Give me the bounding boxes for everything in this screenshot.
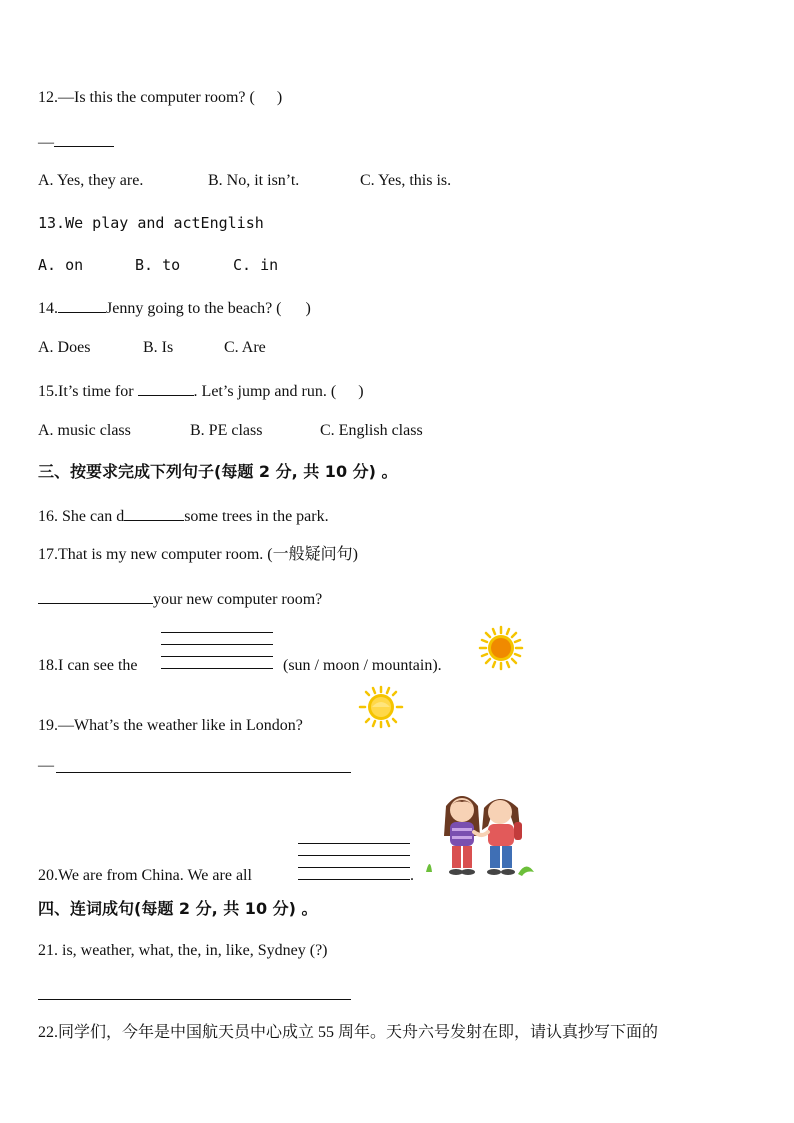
q12-close-paren: ) [276, 89, 283, 106]
q13-option-a[interactable]: A. on [38, 256, 84, 274]
q15-stem-b: . Let’s jump and run. ( [193, 383, 337, 400]
q20-writing-line-4[interactable] [298, 879, 410, 880]
q15-question [38, 379, 364, 402]
q14-option-b[interactable]: B. Is [143, 339, 174, 356]
q19-answer-blank[interactable] [56, 772, 351, 773]
q16-stem-a: 16. She can d [38, 508, 125, 525]
section-3-title: 三、按要求完成下列句子(每题 2 分, 共 10 分) 。 [38, 462, 398, 481]
q21-stem: 21. is, weather, what, the, in, like, Sydney (?) [38, 942, 328, 959]
section-4-title: 四、连词成句(每题 2 分, 共 10 分) 。 [38, 899, 318, 918]
q13-stem: 13.We play and actEnglish [38, 214, 264, 232]
q18-writing-line-3[interactable] [161, 656, 273, 657]
q20-writing-line-1[interactable] [298, 843, 410, 844]
q14-stem: Jenny going to the beach? ( [106, 300, 282, 317]
q13-option-b[interactable]: B. to [135, 256, 181, 274]
q19-stem: 19.—What’s the weather like in London? [38, 717, 303, 734]
q18-writing-line-1[interactable] [161, 632, 273, 633]
q12-answer-blank[interactable] [54, 130, 114, 147]
q19-answer-dash: — [38, 757, 54, 774]
q12-answer-line [38, 130, 114, 153]
q12-option-c[interactable]: C. Yes, this is. [360, 172, 452, 189]
q15-blank[interactable] [138, 379, 194, 396]
q15-options [38, 421, 423, 441]
q22-stem: 22.同学们，今年是中国航天员中心成立 55 周年。天舟六号发射在即，请认真抄写下面的 [38, 1024, 659, 1041]
q21-answer-blank[interactable] [38, 999, 351, 1000]
q18-stem-a: 18.I can see the [38, 657, 138, 674]
q17-answer-line [38, 587, 322, 610]
q14-blank[interactable] [58, 296, 106, 313]
q15-option-b[interactable]: B. PE class [190, 422, 263, 439]
q18-writing-line-2[interactable] [161, 644, 273, 645]
q13-option-c[interactable]: C. in [233, 256, 279, 274]
q14-option-c[interactable]: C. Are [224, 339, 266, 356]
q20-writing-line-2[interactable] [298, 855, 410, 856]
q15-option-a[interactable]: A. music class [38, 422, 131, 439]
q14-number: 14. [38, 300, 58, 317]
q16-stem-b: some trees in the park. [184, 508, 329, 525]
q20-stem: 20.We are from China. We are all [38, 867, 252, 884]
q12-answer-dash: — [38, 134, 54, 151]
q18-stem-b: (sun / moon / mountain). [283, 657, 442, 674]
sun-icon [478, 625, 524, 671]
q15-stem-a: 15.It’s time for [38, 383, 138, 400]
q18-writing-line-4[interactable] [161, 668, 273, 669]
q17-answer-blank[interactable] [38, 587, 153, 604]
q12-question [38, 88, 282, 108]
q20-period: . [410, 867, 414, 884]
q16-question [38, 504, 329, 527]
q14-question [38, 296, 311, 319]
q20-writing-line-3[interactable] [298, 867, 410, 868]
q15-option-c[interactable]: C. English class [320, 422, 423, 439]
q17-answer-tail: your new computer room? [153, 591, 323, 608]
q14-options [38, 338, 266, 358]
q14-option-a[interactable]: A. Does [38, 339, 91, 356]
q15-close-paren: ) [358, 383, 364, 400]
q16-blank[interactable] [124, 504, 184, 521]
q12-option-b[interactable]: B. No, it isn’t. [208, 172, 300, 189]
q12-stem: 12.—Is this the computer room? ( [38, 89, 255, 106]
q14-close-paren: ) [305, 300, 311, 317]
sunny-weather-icon [358, 685, 404, 729]
q13-options [38, 255, 278, 275]
q12-option-a[interactable]: A. Yes, they are. [38, 172, 144, 189]
q17-stem: 17.That is my new computer room. (一般疑问句) [38, 546, 358, 563]
two-girls-illustration [422, 786, 538, 882]
q12-options [38, 171, 451, 191]
